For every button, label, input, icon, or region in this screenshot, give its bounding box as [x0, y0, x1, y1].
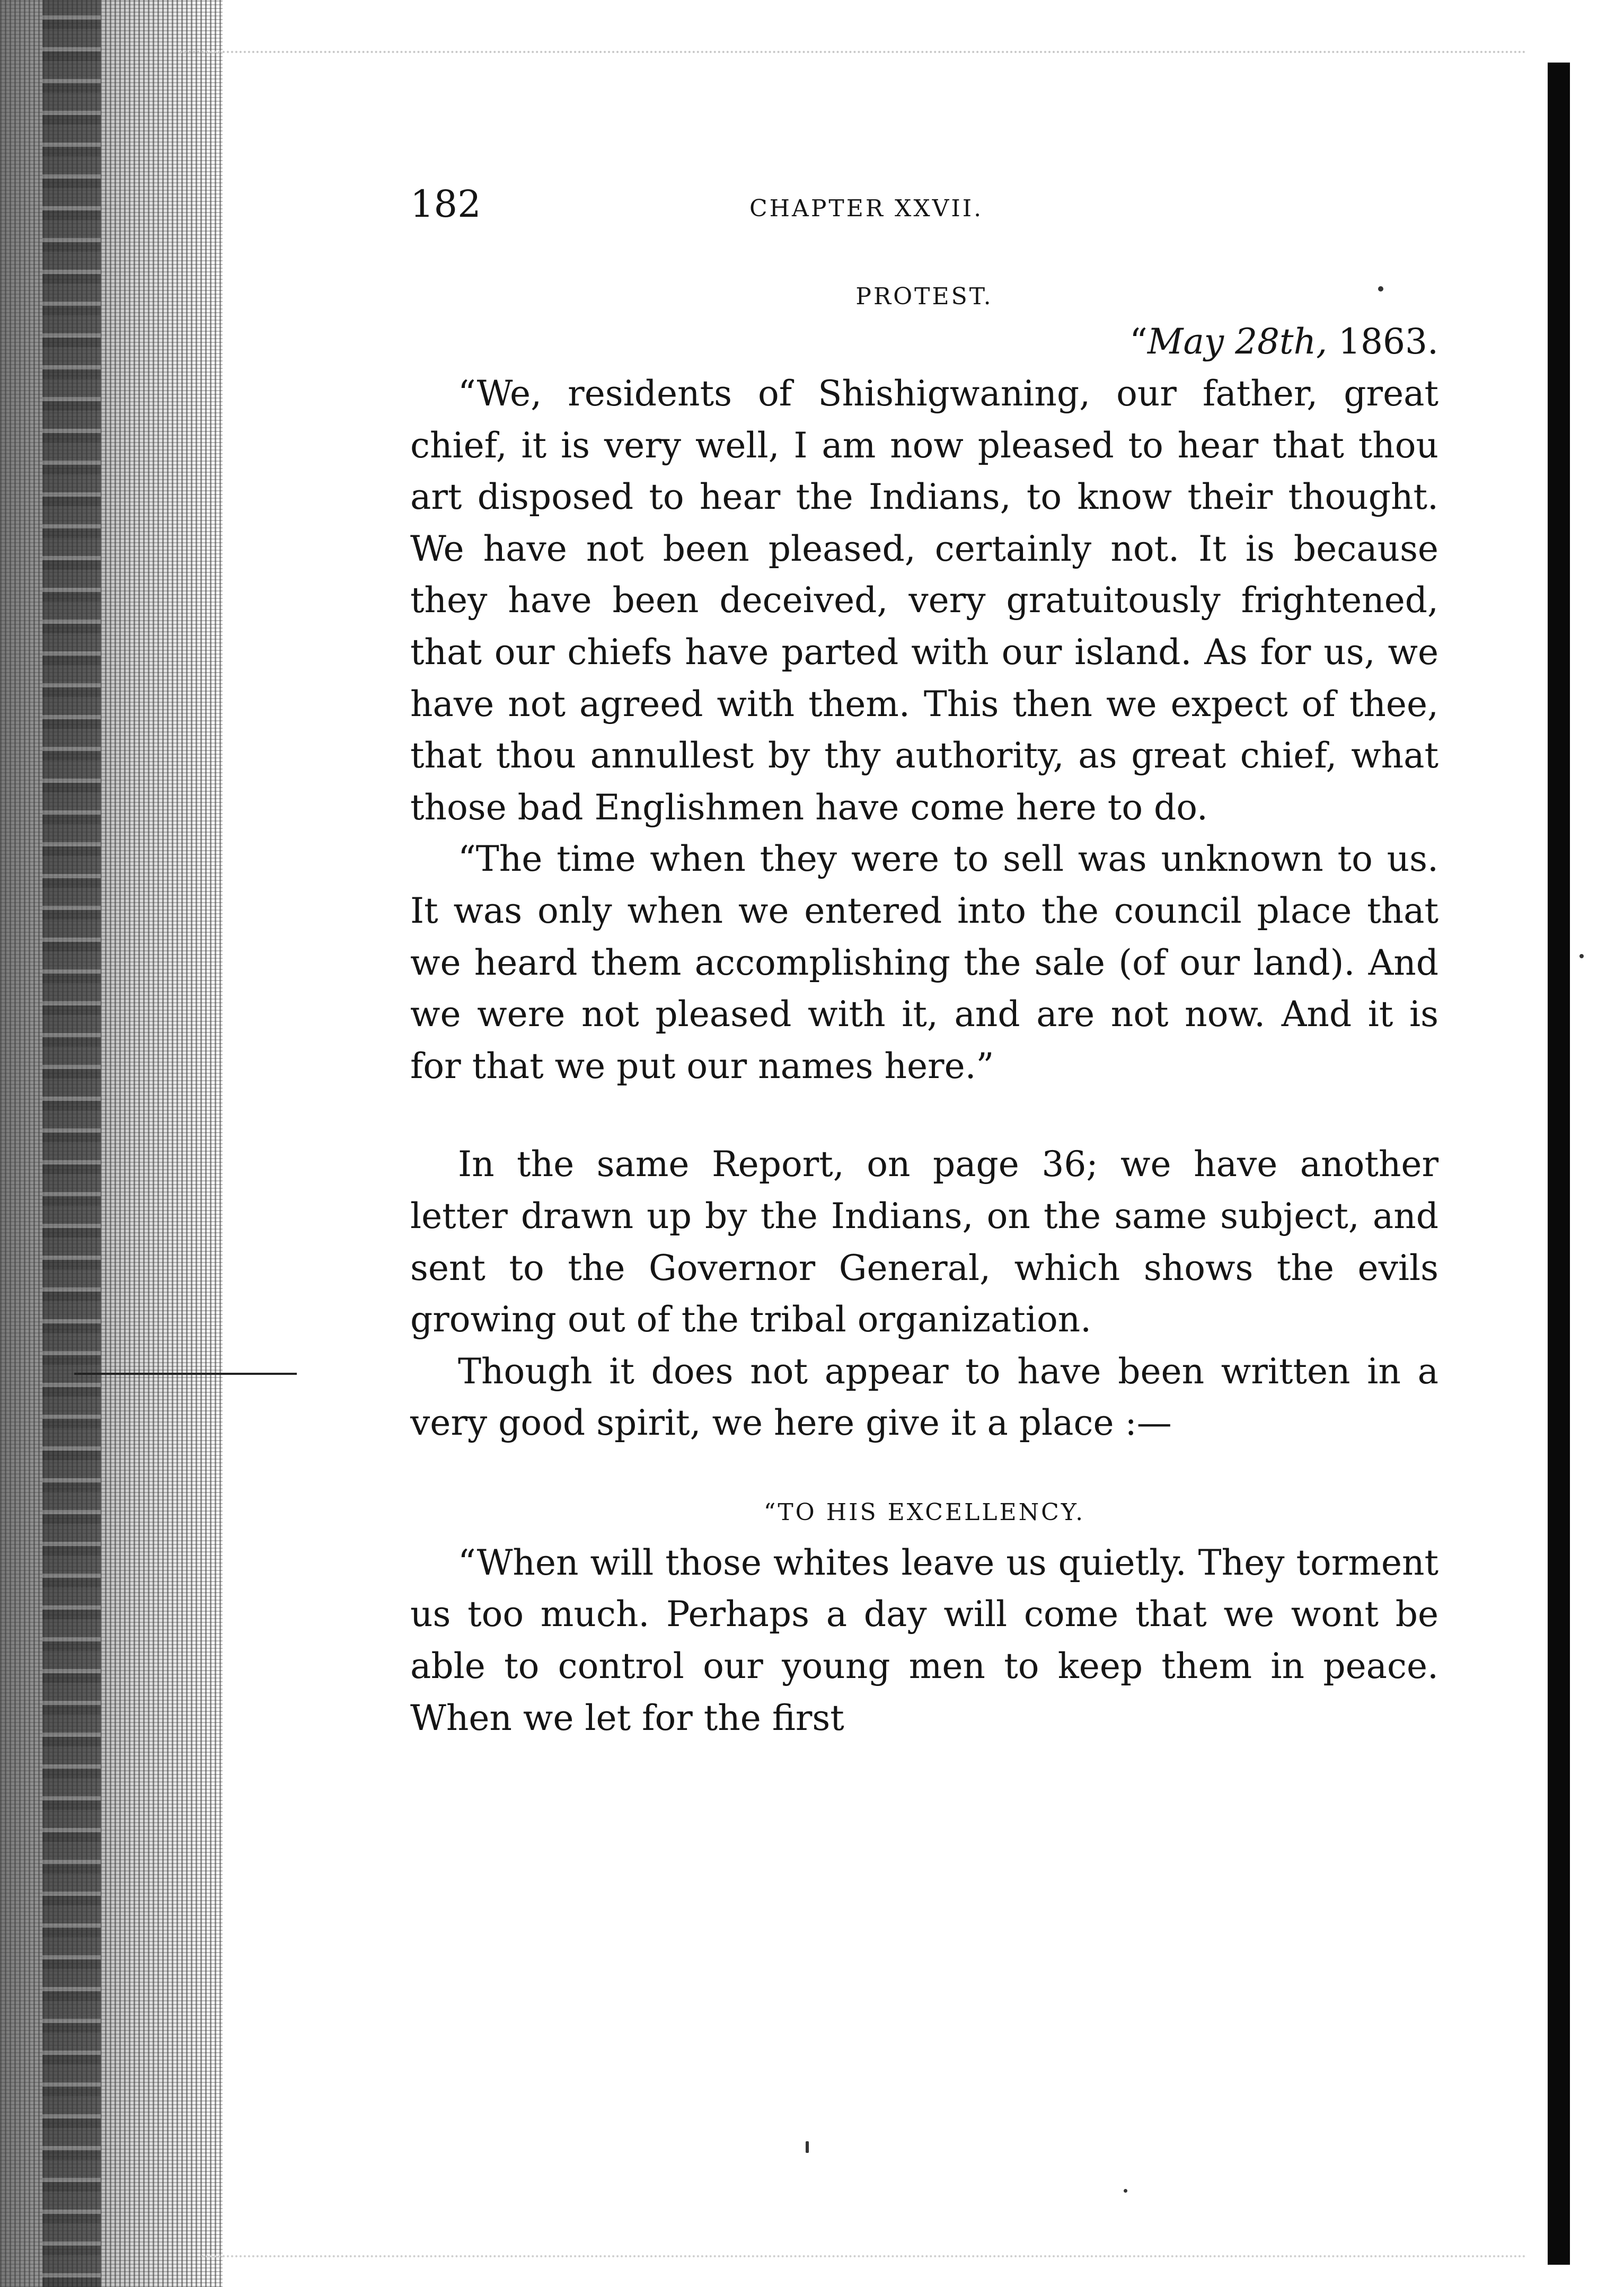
scan-binding-edge [42, 0, 101, 2287]
scan-gutter-rule [74, 1373, 297, 1375]
scan-speck [1124, 2189, 1127, 2193]
scan-gutter-shadow [0, 0, 223, 2287]
protest-paragraph-2: “The time when they were to sell was unknown to us. It was only when we entered into the council place that we heard them accomplishing the sale (of our land). And we were not pleased with it, and are not now. And it is for that we put our names here.” [410, 838, 1438, 1087]
chapter-heading: CHAPTER XXVII. [749, 195, 984, 222]
scan-bottom-edge [201, 2255, 1526, 2257]
scan-speck [1579, 954, 1584, 958]
scan-right-edge-bar [1548, 63, 1570, 2265]
scan-top-edge [180, 51, 1526, 53]
dateline-month-day: May 28th, [1147, 321, 1328, 362]
scan-speck [806, 2141, 809, 2153]
dateline-year: 1863. [1338, 321, 1438, 362]
book-page [410, 180, 1438, 1744]
protest-dateline [410, 316, 1438, 368]
narrative-paragraph-2: Though it does not appear to have been written in a very good spirit, we here give it a place :— [410, 1350, 1438, 1444]
narrative-paragraph-1: In the same Report, on page 36; we have another letter drawn up by the Indians, on the same subject, and sent to the Governor General, which shows the evils growing out of the tribal organization. [410, 1144, 1438, 1340]
letter-salutation: “TO HIS EXCELLENCY. [763, 1498, 1085, 1526]
dateline-open-quote: “ [1129, 321, 1148, 362]
running-head [410, 180, 1438, 233]
page-number: 182 [410, 182, 481, 226]
letter-paragraph-1: “When will those whites leave us quietly. They torment us too much. Perhaps a day will come that we wont be able to control our young men to keep them in peace. When we let for the first [410, 1542, 1438, 1738]
protest-title: PROTEST. [855, 283, 993, 310]
section-gap [410, 1092, 1438, 1138]
protest-paragraph-1: “We, residents of Shishigwaning, our father, great chief, it is very well, I am now pleased to hear that thou art disposed to hear the Indians, to know their thought. We have not been pleased, certainly not. It is because they have been deceived, very gratuitously frightened, that our chiefs have parted with our island. As for us, we have not agreed with them. This then we expect of thee, that thou annullest by thy authority, as great chief, what those bad Englishmen have come here to do. [410, 373, 1438, 828]
